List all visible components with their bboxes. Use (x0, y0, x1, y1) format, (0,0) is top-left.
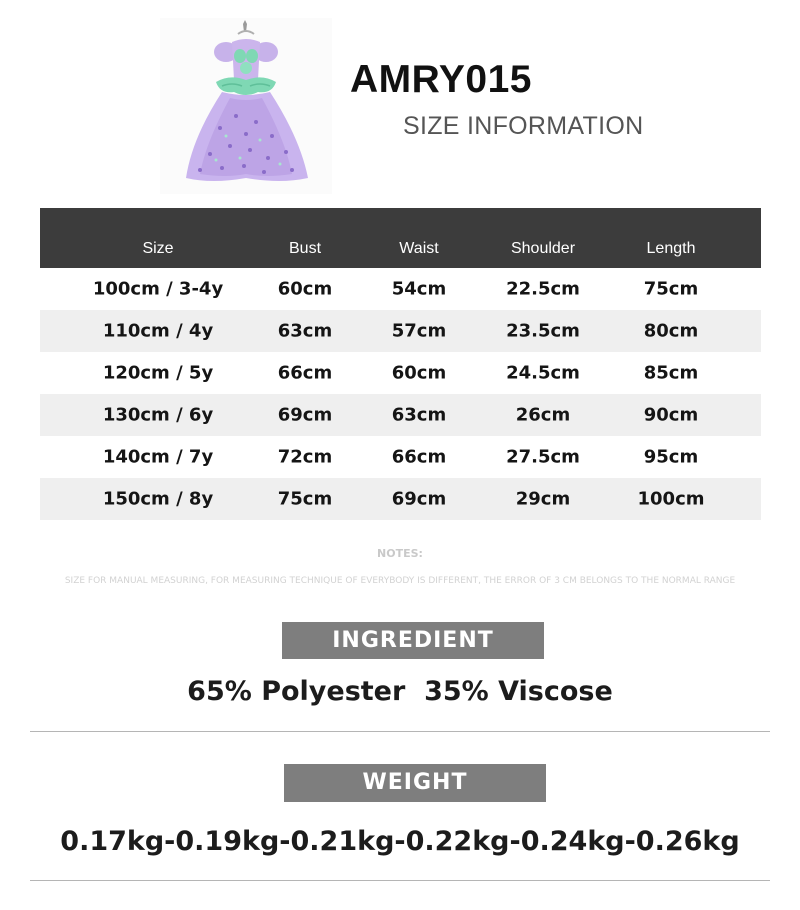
cell-length: 100cm (637, 488, 705, 510)
ingredient-value: 65% Polyester 35% Viscose (187, 676, 613, 707)
cell-shoulder: 29cm (515, 488, 571, 510)
table-row (40, 394, 761, 436)
product-code: AMRY015 (350, 58, 532, 101)
weight-value: 0.17kg-0.19kg-0.21kg-0.22kg-0.24kg-0.26kg (60, 826, 740, 857)
cell-shoulder: 23.5cm (506, 320, 580, 342)
column-header-waist: Waist (399, 240, 439, 257)
cell-bust: 63cm (277, 320, 333, 342)
table-row (40, 310, 761, 352)
divider (30, 731, 770, 732)
cell-waist: 66cm (391, 446, 447, 468)
ingredient-label: INGREDIENT (282, 622, 544, 659)
cell-waist: 54cm (391, 278, 447, 300)
cell-length: 80cm (643, 320, 699, 342)
cell-size: 130cm / 6y (102, 404, 214, 426)
column-header-shoulder: Shoulder (510, 240, 576, 257)
cell-shoulder: 24.5cm (506, 362, 580, 384)
table-row (40, 268, 761, 310)
size-information-title: SIZE INFORMATION (403, 112, 644, 140)
cell-waist: 69cm (391, 488, 447, 510)
cell-bust: 75cm (277, 488, 333, 510)
column-header-length: Length (646, 240, 696, 257)
notes-text: SIZE FOR MANUAL MEASURING, FOR MEASURING TECHNIQUE OF EVERYBODY IS DIFFERENT, THE ERROR OF 3 CM BELONGS TO THE NORMAL RANGE (64, 576, 736, 586)
cell-shoulder: 22.5cm (506, 278, 580, 300)
cell-size: 150cm / 8y (102, 488, 214, 510)
cell-waist: 63cm (391, 404, 447, 426)
cell-length: 85cm (643, 362, 699, 384)
cell-shoulder: 27.5cm (506, 446, 580, 468)
cell-size: 110cm / 4y (102, 320, 214, 342)
cell-length: 90cm (643, 404, 699, 426)
weight-label: WEIGHT (284, 764, 546, 802)
cell-bust: 66cm (277, 362, 333, 384)
cell-size: 140cm / 7y (102, 446, 214, 468)
table-header (40, 208, 761, 268)
cell-size: 100cm / 3-4y (92, 278, 224, 300)
cell-bust: 72cm (277, 446, 333, 468)
column-header-size: Size (142, 240, 174, 257)
purple-princess-dress-illustration (160, 18, 332, 194)
notes-title: NOTES: (377, 547, 423, 560)
cell-length: 95cm (643, 446, 699, 468)
cell-shoulder: 26cm (515, 404, 571, 426)
cell-bust: 60cm (277, 278, 333, 300)
cell-waist: 57cm (391, 320, 447, 342)
cell-size: 120cm / 5y (102, 362, 214, 384)
cell-bust: 69cm (277, 404, 333, 426)
column-header-bust: Bust (288, 240, 322, 257)
cell-length: 75cm (643, 278, 699, 300)
table-row (40, 436, 761, 478)
table-row (40, 478, 761, 520)
divider (30, 880, 770, 881)
cell-waist: 60cm (391, 362, 447, 384)
table-row (40, 352, 761, 394)
size-table (40, 208, 761, 520)
product-image (160, 18, 332, 194)
